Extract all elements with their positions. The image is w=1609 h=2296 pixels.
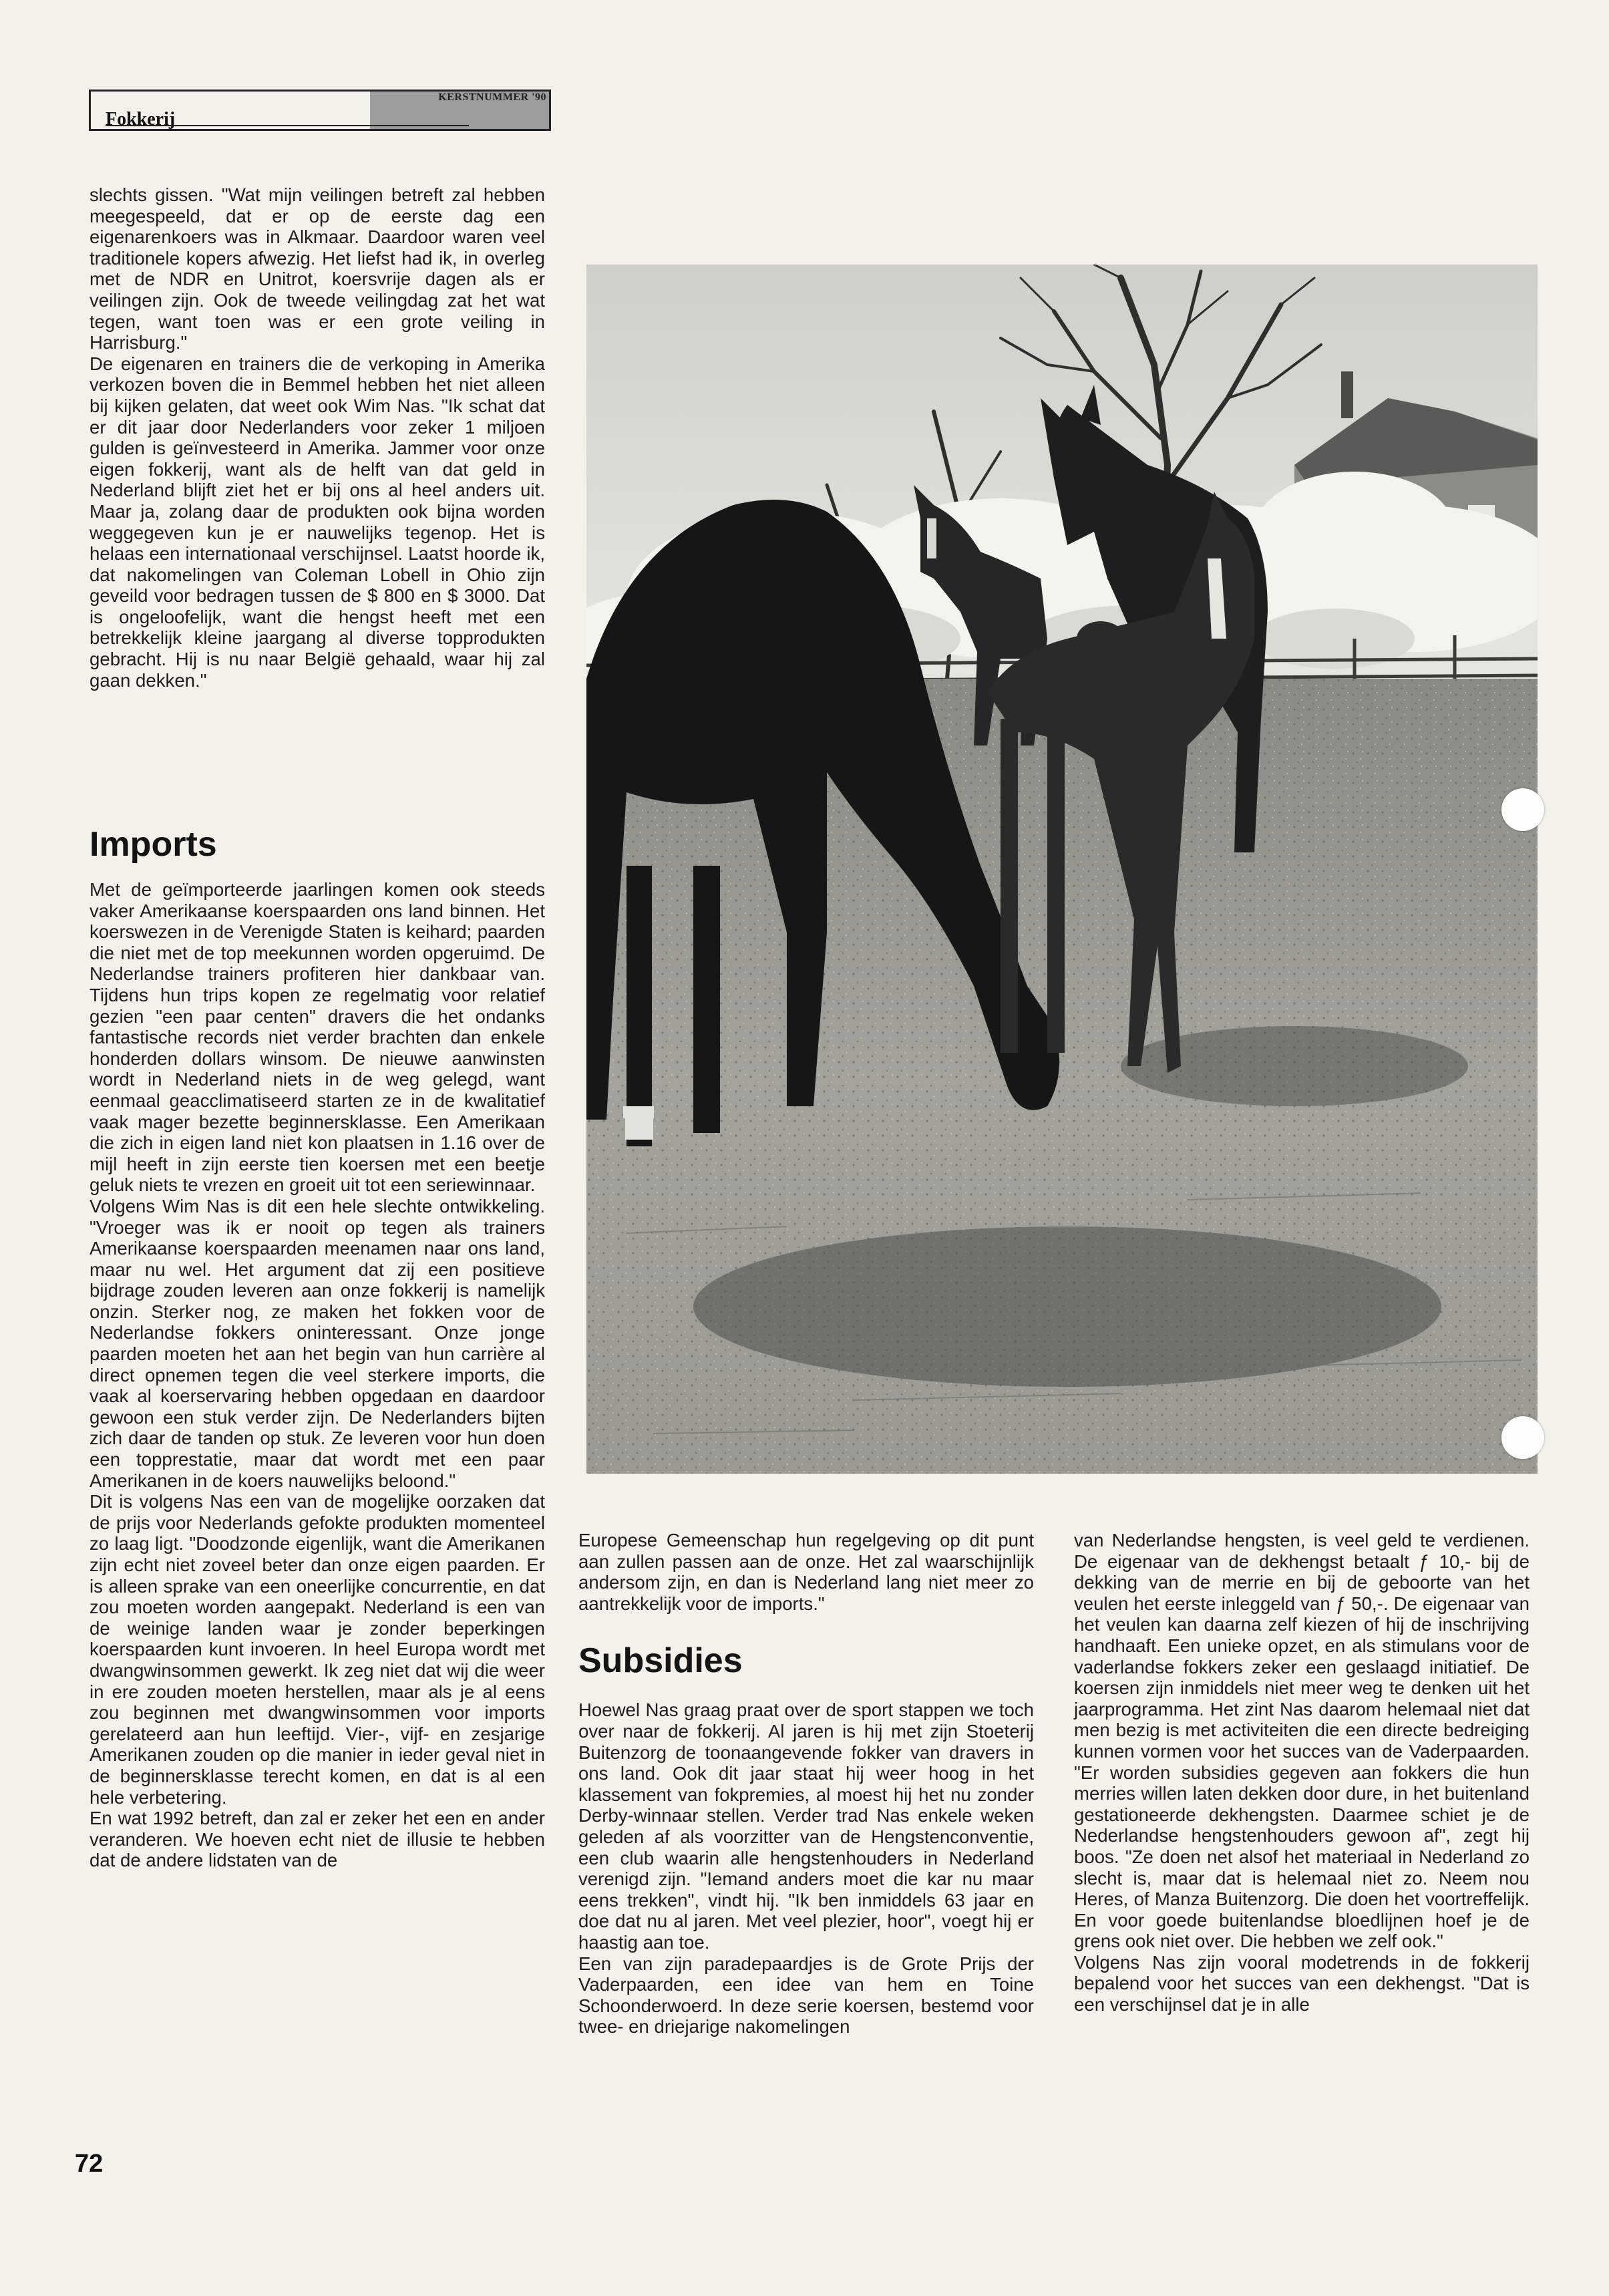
header-underline <box>106 125 469 126</box>
edition-label: KERSTNUMMER '90 <box>438 92 546 103</box>
paragraph: Hoewel Nas graag praat over de sport stappen we toch over naar de fokkerij. Al jaren is hij met zijn Stoeterij Buitenzorg de toonaangevende fokker van dravers in ons land. Ook dit jaar staat hij weer hoog in het klassement van fokpremies, al moest hij het nu zonder Derby-winnaar stellen. Verder trad Nas enkele weken geleden af als voorzitter van de Hengstenconventie, een club waarin alle hengstenhouders in Nederland verenigd zijn. "Iemand anders moet die kar nu maar eens trekken", vindt hij. "Ik ben inmiddels 63 jaar en doe dat nu al jaren. Met veel plezier, hoor", voegt hij er haastig aan toe. <box>578 1699 1034 1953</box>
section-title: Fokkerij <box>106 109 176 130</box>
punch-hole <box>1501 1416 1544 1459</box>
paragraph: En wat 1992 betreft, dan zal er zeker het een en ander veranderen. We hoeven echt niet de illusie te hebben dat de andere lidstaten van de <box>90 1808 545 1871</box>
imports-heading: Imports <box>90 825 217 864</box>
paragraph: Volgens Wim Nas is dit een hele slechte ontwikkeling. "Vroeger was ik er nooit op tegen als trainers Amerikaanse koerspaarden meenamen naar ons land, maar nu wel. Het argument dat zij een positieve bijdrage zouden leveren aan onze fokkerij is namelijk onzin. Sterker nog, ze maken het fokken voor de Nederlandse fokkers oninteressant. Onze jonge paarden moeten het aan het begin van hun carrière al direct opnemen tegen die veel sterkere imports, die vaak al koerservaring hebben opgedaan en daardoor gewoon een stuk verder zijn. De Nederlanders bijten zich daar de tanden op stuk. Ze leveren voor hun doen een topprestatie, maar dat wordt met een paar Amerikanen in de koers nauwelijks beloond." <box>90 1195 545 1491</box>
paragraph: slechts gissen. "Wat mijn veilingen betreft zal hebben meegespeeld, dat er op de eerste dag een eigenarenkoers was in Alkmaar. Daardoor waren veel traditionele kopers afwezig. Het liefst had ik, in overleg met de NDR en Unitrot, koersvrije dagen als er veilingen zijn. Ook de tweede veilingdag zat het wat tegen, want toen was er een grote veiling in Harrisburg." <box>90 184 545 353</box>
imports-section <box>90 824 545 1871</box>
column-1-top <box>90 184 545 691</box>
paragraph: De eigenaren en trainers die de verkoping in Amerika verkozen boven die in Bemmel hebben het niet alleen bij kijken gelaten, dat weet ook Wim Nas. "Ik schat dat er dit jaar door Nederlanders voor zeker 1 miljoen gulden is geïnvesteerd in Amerika. Jammer voor onze eigen fokkerij, want als de helft van dat geld in Nederland blijft ziet het er bij ons al heel anders uit. Maar ja, zolang daar de produkten ook bijna worden weggegeven kun je er nauwelijks tegenop. Het is helaas een internationaal verschijnsel. Laatst hoorde ik, dat nakomelingen van Coleman Lobell in Ohio zijn geveild voor bedragen tussen de $ 800 en $ 3000. Dat is ongeloofelijk, want die hengst heeft met een betrekkelijk kleine jaargang al diverse topprodukten gebracht. Hij is nu naar België gehaald, waar hij zal gaan dekken." <box>90 353 545 691</box>
horses-photo <box>586 265 1538 1474</box>
punch-hole <box>1501 788 1544 831</box>
page-number: 72 <box>75 2150 104 2178</box>
paragraph: Dit is volgens Nas een van de mogelijke oorzaken dat de prijs voor Nederlands gefokte produkten momenteel zo laag ligt. "Doodzonde eigenlijk, want die Amerikanen zijn echt niet zoveel beter dan onze eigen paarden. Er is alleen sprake van een oneerlijke concurrentie, en dat zou moeten worden aangepakt. Nederland is een van de weinige landen waar je zonder beperkingen koerspaarden kunt invoeren. In heel Europa wordt met dwangwinsommen gewerkt. Ik zeg niet dat wij die weer in ere zouden moeten herstellen, maar als je al eens zou beginnen met dwangwinsommen voor imports gerelateerd aan hun leeftijd. Vier-, vijf- en zesjarige Amerikanen zouden op die manier in ieder geval niet in de beginnersklasse terecht komen, en dat is al een hele verbetering. <box>90 1491 545 1808</box>
paragraph: Met de geïmporteerde jaarlingen komen ook steeds vaker Amerikaanse koerspaarden ons land binnen. Het koerswezen in de Verenigde Staten is keihard; paarden die niet met de top meekunnen worden opgeruimd. De Nederlandse trainers profiteren hier dankbaar van. Tijdens hun trips kopen ze regelmatig voor relatief gezien "een paar centen" dravers die het ondanks fantastische records niet verder brachten dan enkele honderden dollars winsom. De nieuwe aanwinsten wordt in Nederland niets in de weg gelegd, want eenmaal geacclimatiseerd starten ze in de kwalitatief vaak mager bezette beginnersklasse. Een Amerikaan die zich in eigen land niet kon plaatsen in 1.16 over de mijl heeft in zijn eerste tien koersen met een beetje geluk niets te vrezen en groeit uit tot een seriewinnaar. <box>90 879 545 1196</box>
paragraph: Volgens Nas zijn vooral modetrends in de fokkerij bepalend voor het succes van een dekhengst. "Dat is een verschijnsel dat je in alle <box>1074 1951 1530 2015</box>
paragraph: Een van zijn paradepaardjes is de Grote Prijs der Vaderpaarden, een idee van hem en Toine Schoonderwoerd. In deze serie koersen, bestemd voor twee- en driejarige nakomelingen <box>578 1953 1034 2037</box>
subsidies-heading: Subsidies <box>578 1641 743 1681</box>
paragraph: Europese Gemeenschap hun regelgeving op dit punt aan zullen passen aan de onze. Het zal waarschijnlijk andersom zijn, en dan is Nederland lang niet meer zo aantrekkelijk voor de imports." <box>578 1530 1034 1614</box>
paragraph: van Nederlandse hengsten, is veel geld te verdienen. De eigenaar van de dekhengst betaalt ƒ 10,- bij de dekking van de merrie en bij de geboorte van het veulen het eerste inleggeld van ƒ 50,-. De eigenaar van het veulen kan daarna zelf kiezen of hij de inschrijving handhaaft. Een unieke opzet, en als stimulans voor de vaderlandse fokkers zeker een geslaagd initiatief. De koersen zijn inmiddels niet meer weg te denken uit het jaarprogramma. Het zint Nas daarom helemaal niet dat men bezig is met activiteiten die een directe bedreiging kunnen vormen voor het succes van de Vaderpaarden. "Er worden subsidies gegeven aan fokkers die hun merries willen laten dekken door dure, in het buitenland gestationeerde dekhengsten. Daarmee schiet je de Nederlandse hengstenhouders gewoon af", zegt hij boos. "Ze doen net alsof het materiaal in Nederland zo slecht is, maar dat is helemaal niet zo. Neem nou Heres, of Manza Buitenzorg. Die doen het voortreffelijk. En voor goede buitenlandse bloedlijnen hoef je de grens ook niet over. Die hebben we zelf ook." <box>1074 1530 1530 1952</box>
column-2 <box>578 1530 1034 2037</box>
section-header <box>89 90 551 131</box>
column-3 <box>1074 1530 1530 2015</box>
